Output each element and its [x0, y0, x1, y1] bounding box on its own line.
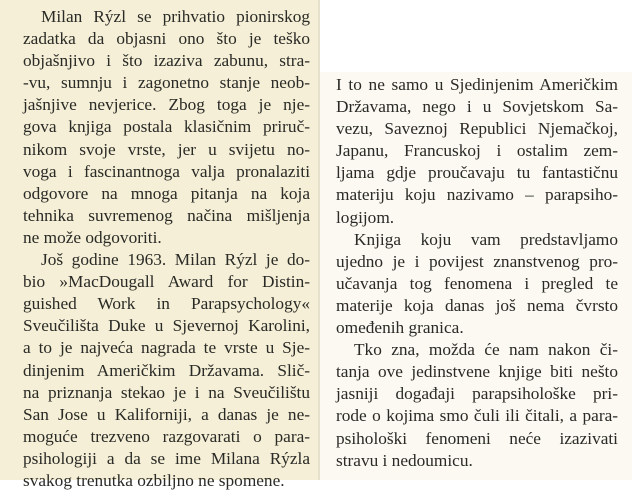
text-line: zadatka da objasni ono što je teško	[23, 29, 310, 49]
text-line: San Jose u Kaliforniji, a danas je ne-	[23, 404, 310, 424]
right-text-body	[320, 72, 632, 472]
text-line: psihološki fenomeni neće izazivati	[336, 428, 618, 448]
text-line: učavanja tog fenomena i pregled te	[336, 273, 618, 293]
text-line: omeđenih granica.	[336, 318, 464, 338]
text-line: -vu, sumnju i zagonetno stanje neob-	[23, 73, 310, 93]
text-line: ujedno je i povijest znanstvenog pro-	[336, 251, 618, 271]
text-line: bio »MacDougall Award for Distin-	[23, 272, 310, 292]
text-line: tehnika suvremenog načina mišljenja	[23, 205, 310, 225]
text-line: a to je najveća nagrada te vrste u Sje-	[23, 338, 310, 358]
text-line: jašnjive nevjerice. Zbog toga je nje-	[23, 95, 310, 115]
text-line: guished Work in Parapsychology«	[23, 294, 310, 314]
text-line: objašnjivo i što izaziva zabunu, stra-	[23, 51, 310, 71]
text-line: Sveučilišta Duke u Sjevernoj Karolini,	[23, 316, 310, 336]
text-line: Knjiga koju vam predstavljamo	[354, 229, 618, 249]
text-line: ne može odgovoriti.	[23, 227, 162, 247]
text-line: dinjenim Američkim Državama. Slič-	[23, 360, 310, 380]
text-line: rode o kojima smo čuli ili čitali, a para-	[336, 406, 618, 426]
text-line: I to ne samo u Sjedinjenim Američkim	[336, 75, 618, 94]
text-line: Državama, nego i u Sovjetskom Sa-	[336, 97, 618, 117]
text-line: Još godine 1963. Milan Rýzl je do-	[41, 250, 310, 270]
text-line: gova knjiga postala klasičnim priruč-	[23, 117, 310, 137]
text-line: psihologiji a da se ime Milana Rýzla	[23, 448, 310, 468]
text-line: moguće trezveno razgovarati o para-	[23, 426, 310, 446]
text-line: ljama gdje proučavaju tu fantastičnu	[336, 163, 618, 183]
text-line: Milan Rýzl se prihvatio pionirskog	[41, 7, 310, 26]
blank-area	[320, 0, 632, 72]
text-line: na priznanja stekao je i na Sveučilištu	[23, 382, 310, 402]
text-line: stravu i nedoumicu.	[336, 450, 473, 470]
text-line: nikom svoje vrste, jer u svijetu no-	[23, 139, 310, 159]
text-line: logijom.	[336, 207, 395, 227]
text-line: vezu, Saveznoj Republici Njemačkoj,	[336, 119, 618, 139]
text-line: jasniji događaji parapsihološke pri-	[336, 384, 618, 404]
text-line: materiju koju nazivamo – parapsiho-	[336, 185, 618, 205]
text-line: materije koja danas još nema čvrsto	[336, 295, 618, 315]
text-line: odgovore na mnoga pitanja na koja	[23, 183, 310, 203]
text-line: Tko zna, možda će nam nakon či-	[354, 340, 618, 360]
text-line: svakog trenutka ozbiljno ne spomene.	[23, 470, 285, 490]
text-line: Japanu, Francuskoj i ostalim zem-	[336, 141, 618, 161]
text-line: voga i fascinantnoga valja pronalaziti	[23, 161, 310, 181]
text-line: tanja ove jedinstvene knjige biti nešto	[336, 362, 618, 382]
right-text-column	[320, 0, 632, 480]
